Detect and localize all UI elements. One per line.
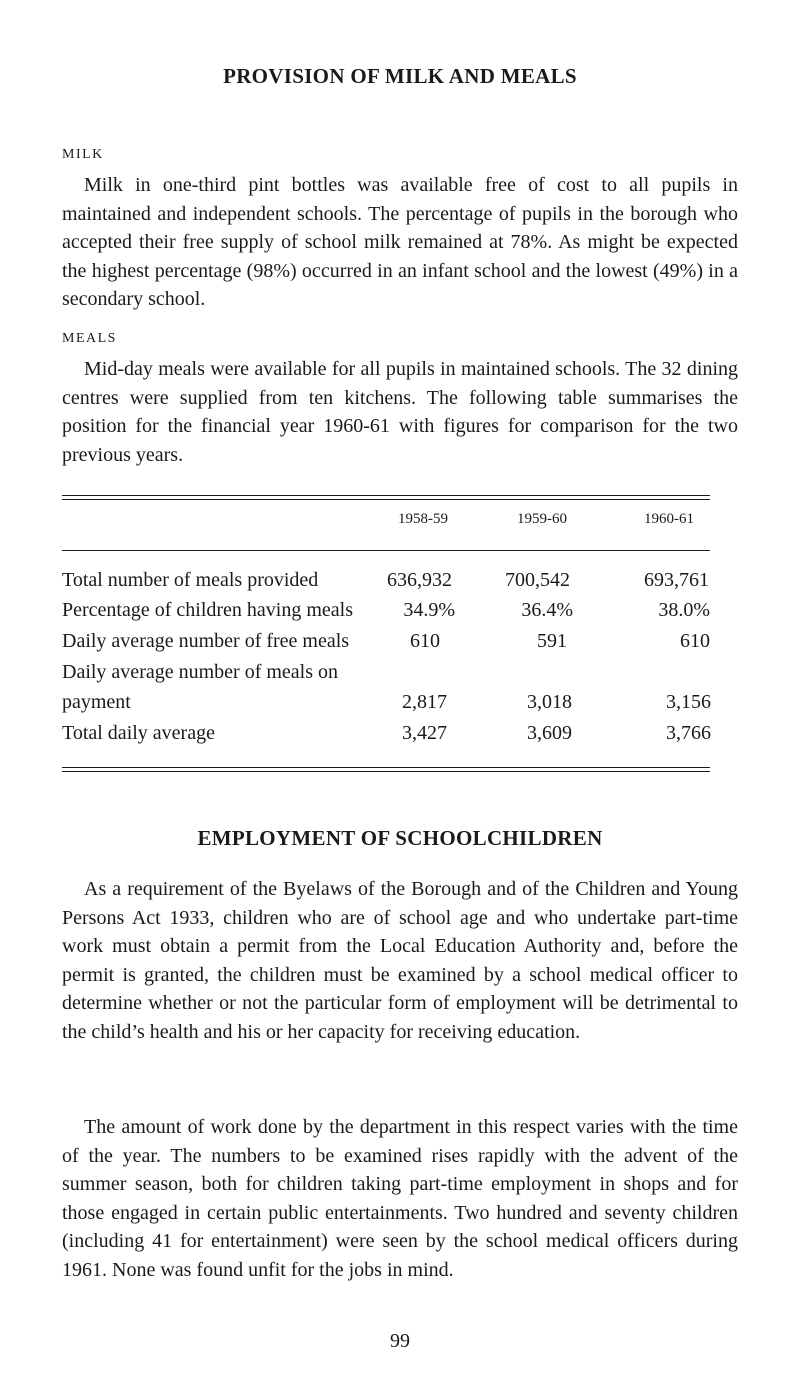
table-bottom-rule — [62, 767, 710, 768]
row-label: Total daily average — [62, 722, 215, 744]
row-label-line2: payment — [62, 691, 131, 713]
row-label: Percentage of children having meals — [62, 599, 353, 621]
row-label: Daily average number of free meals — [62, 630, 350, 652]
paragraph-milk: Milk in one-third pint bottles was available free of cost to all pupils in maintained and independent schools. The percentage of pupils in the borough who accepted their free supply of school milk remained at 78%. As might be expected the highest percentage (98%) occurred in an infant school and the lowest (49%) in a secondary school. — [62, 174, 738, 310]
table-bottom-rule-double — [62, 771, 710, 772]
table-cell: 38.0% — [658, 599, 710, 621]
subheading-meals: MEALS — [62, 331, 117, 346]
column-header-1958-59: 1958-59 — [398, 511, 448, 527]
row-label: Total number of meals provided — [62, 569, 319, 591]
subheading-milk: MILK — [62, 147, 104, 162]
table-cell: 3,427 — [402, 722, 447, 744]
table-top-rule-double — [62, 499, 710, 500]
table-cell: 636,932 — [387, 569, 452, 591]
table-top-rule — [62, 495, 710, 496]
table-cell: 3,018 — [527, 691, 572, 713]
column-header-1959-60: 1959-60 — [517, 511, 567, 527]
paragraph-employment-1: As a requirement of the Byelaws of the Borough and of the Children and Young Persons Act 1933, children who are of school age and who undertake part-time work must obtain a permit from the Local Education Authority and, before the permit is granted, the children must be examined by a school medical officer to determine whether or not the particular form of employment will be detrimental to the child’s health and his or her capacity for receiving education. — [62, 878, 738, 1043]
table-cell: 610 — [680, 630, 710, 652]
row-label-line1: Daily average number of meals on — [62, 661, 339, 683]
table-cell: 3,609 — [527, 722, 572, 744]
section-title-milk-meals: PROVISION OF MILK AND MEALS — [223, 64, 577, 88]
table-cell: 591 — [537, 630, 567, 652]
table-cell: 610 — [410, 630, 440, 652]
page-number: 99 — [390, 1330, 410, 1352]
table-header-rule — [62, 550, 710, 551]
column-header-1960-61: 1960-61 — [644, 511, 694, 527]
section-title-employment: EMPLOYMENT OF SCHOOLCHILDREN — [197, 826, 603, 850]
table-cell: 3,156 — [666, 691, 711, 713]
paragraph-employment-2: The amount of work done by the department in this respect varies with the time of the year. The numbers to be examined rises rapidly with the advent of the summer season, both for children taking part-time employment in shops and for those engaged in certain public entertainments. Two hundred and seventy children (including 41 for entertainment) were seen by the school medical officers during 1961. None was found unfit for the jobs in mind. — [62, 1116, 738, 1281]
table-cell: 34.9% — [403, 599, 455, 621]
table-cell: 36.4% — [521, 599, 573, 621]
table-cell: 2,817 — [402, 691, 447, 713]
table-cell: 693,761 — [644, 569, 709, 591]
table-cell: 3,766 — [666, 722, 711, 744]
paragraph-meals: Mid-day meals were available for all pupils in maintained schools. The 32 dining centres were supplied from ten kitchens. The following table summarises the position for the financial year 1960-61 with figures for comparison for the two previous years. — [62, 358, 738, 466]
table-cell: 700,542 — [505, 569, 570, 591]
